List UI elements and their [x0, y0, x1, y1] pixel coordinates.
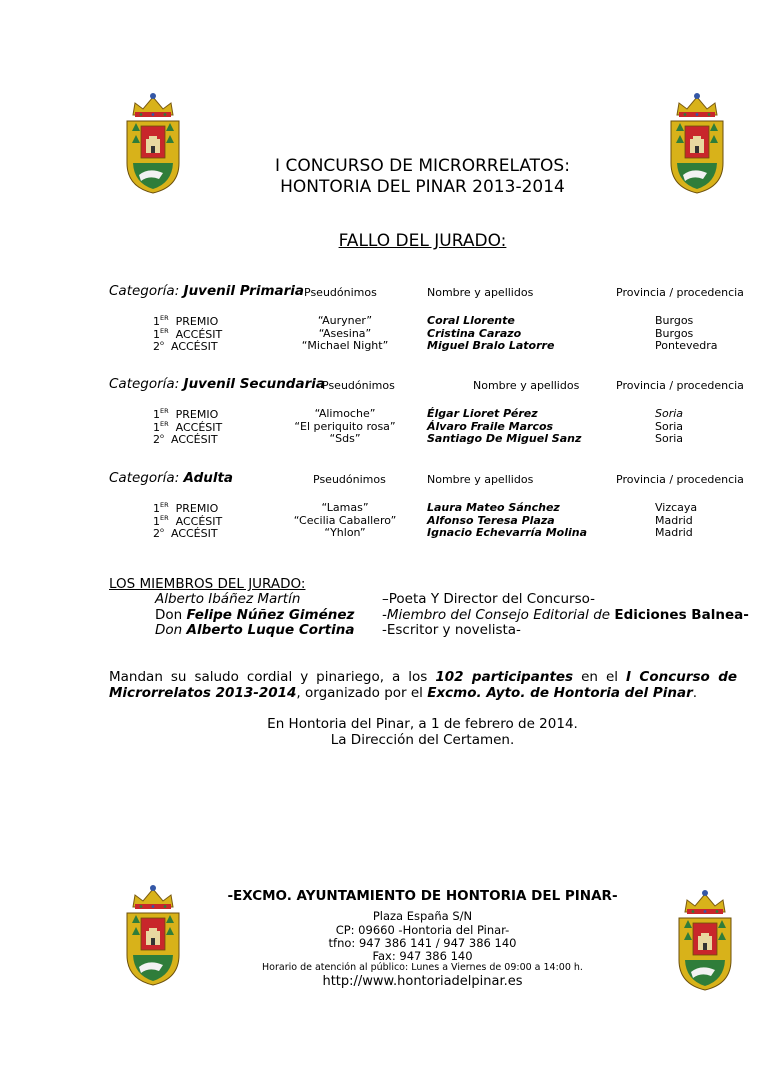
footer-fax: Fax: 947 386 140: [372, 949, 473, 963]
prize-rank: 1ER ACCÉSIT: [153, 514, 223, 528]
winner-name: Miguel Bralo Latorre: [427, 339, 555, 352]
jury-member-role: -Escritor y novelista-: [382, 622, 521, 638]
winner-name: Coral Llorente: [427, 314, 515, 327]
winner-name: Alfonso Teresa Plaza: [427, 514, 555, 527]
column-header-pseudonyms: Pseudónimos: [322, 379, 395, 392]
publisher-name: Ediciones Balnea-: [614, 607, 749, 623]
honorific: Don: [155, 607, 183, 623]
pseudonym: “Michael Night”: [301, 339, 389, 352]
column-header-pseudonyms: Pseudónimos: [304, 286, 377, 299]
column-header-name: Nombre y apellidos: [473, 379, 580, 392]
province: Burgos: [655, 327, 694, 340]
pseudonym: “Sds”: [329, 432, 361, 445]
jury-member-role: [382, 607, 749, 623]
category-name: Adulta: [183, 470, 234, 486]
signature-line: La Dirección del Certamen.: [330, 732, 515, 748]
column-header-province: Provincia / procedencia: [616, 473, 744, 486]
category-heading: [109, 470, 233, 486]
column-header-name: Nombre y apellidos: [427, 473, 534, 486]
pseudonym: “Lamas”: [321, 501, 369, 514]
province: Madrid: [655, 514, 693, 527]
footer-address: Plaza España S/N: [372, 909, 473, 923]
province: Soria: [655, 407, 684, 420]
footer-phone: tfno: 947 386 141 / 947 386 140: [328, 936, 517, 950]
honorific: Don: [155, 622, 183, 638]
province: Soria: [655, 420, 684, 433]
province: Vizcaya: [655, 501, 698, 514]
winner-name: Laura Mateo Sánchez: [427, 501, 560, 514]
category-heading: [109, 376, 325, 392]
category-prefix: Categoría:: [109, 470, 180, 486]
category-heading: [109, 283, 304, 299]
column-header-province: Provincia / procedencia: [616, 286, 744, 299]
winner-name: Cristina Carazo: [427, 327, 522, 340]
jury-member-name: [155, 622, 354, 638]
pseudonym: “Yhlon”: [324, 526, 366, 539]
prize-rank: 1ER PREMIO: [153, 501, 219, 515]
pseudonym: “Asesina”: [318, 327, 372, 340]
prize-rank: 2$^o$ ACCÉSIT: [153, 339, 218, 353]
category-name: Juvenil Primaria: [183, 283, 305, 299]
column-header-province: Provincia / procedencia: [616, 379, 744, 392]
closing-paragraph: Mandan su saludo cordial y pinariego, a los 102 participantes en el I Concurso de: [109, 669, 738, 685]
prize-rank: 1ER ACCÉSIT: [153, 420, 223, 434]
title-line-1: I CONCURSO DE MICRORRELATOS:: [275, 156, 570, 176]
table-row: [0, 339, 764, 352]
date-line: En Hontoria del Pinar, a 1 de febrero de 2014.: [267, 716, 578, 732]
footer-title: -EXCMO. AYUNTAMIENTO DE HONTORIA DEL PINAR-: [227, 888, 618, 904]
jury-member-name: [155, 607, 354, 623]
member-name: Alberto Luque Cortina: [186, 622, 355, 638]
prize-rank: 2$^o$ ACCÉSIT: [153, 526, 218, 540]
table-row: [0, 432, 764, 445]
category-name: Juvenil Secundaria: [183, 376, 325, 392]
prize-rank: 1ER PREMIO: [153, 407, 219, 421]
jury-member-role: –Poeta Y Director del Concurso-: [382, 591, 595, 607]
member-name: Felipe Núñez Giménez: [186, 607, 355, 623]
jury-verdict-heading: FALLO DEL JURADO:: [338, 231, 507, 251]
category-prefix: Categoría:: [109, 376, 180, 392]
footer-website-link[interactable]: http://www.hontoriadelpinar.es: [322, 974, 523, 989]
pseudonym: “Alimoche”: [314, 407, 376, 420]
jury-member-name: Alberto Ibáñez Martín: [155, 591, 301, 607]
role-text: -Miembro del Consejo Editorial de: [382, 607, 611, 623]
province: Pontevedra: [655, 339, 718, 352]
jury-heading: LOS MIEMBROS DEL JURADO:: [109, 576, 306, 592]
winner-name: Ignacio Echevarría Molina: [427, 526, 587, 539]
pseudonym: “Auryner”: [317, 314, 373, 327]
pseudonym: “El periquito rosa”: [294, 420, 396, 433]
pseudonym: “Cecilia Caballero”: [293, 514, 397, 527]
prize-rank: 1ER ACCÉSIT: [153, 327, 223, 341]
column-header-pseudonyms: Pseudónimos: [313, 473, 386, 486]
title-line-2: HONTORIA DEL PINAR 2013-2014: [280, 177, 565, 197]
table-row: [0, 501, 764, 514]
document-title: [0, 156, 764, 198]
table-row: [0, 314, 764, 327]
category-prefix: Categoría:: [109, 283, 180, 299]
column-header-name: Nombre y apellidos: [427, 286, 534, 299]
prize-rank: 2$^o$ ACCÉSIT: [153, 432, 218, 446]
table-row: [0, 526, 764, 539]
table-row: [0, 407, 764, 420]
province: Madrid: [655, 526, 693, 539]
winner-name: Álvaro Fraile Marcos: [427, 420, 554, 433]
winner-name: Élgar Lioret Pérez: [427, 407, 538, 420]
province: Burgos: [655, 314, 694, 327]
closing-paragraph-line2: Microrrelatos 2013-2014, organizado por el Excmo. Ayto. de Hontoria del Pinar.: [109, 685, 698, 701]
footer-postcode: CP: 09660 -Hontoria del Pinar-: [335, 923, 510, 937]
winner-name: Santiago De Miguel Sanz: [427, 432, 582, 445]
province: Soria: [655, 432, 684, 445]
footer-hours: Horario de atención al público: Lunes a Viernes de 09:00 a 14:00 h.: [262, 962, 583, 973]
prize-rank: 1ER PREMIO: [153, 314, 219, 328]
